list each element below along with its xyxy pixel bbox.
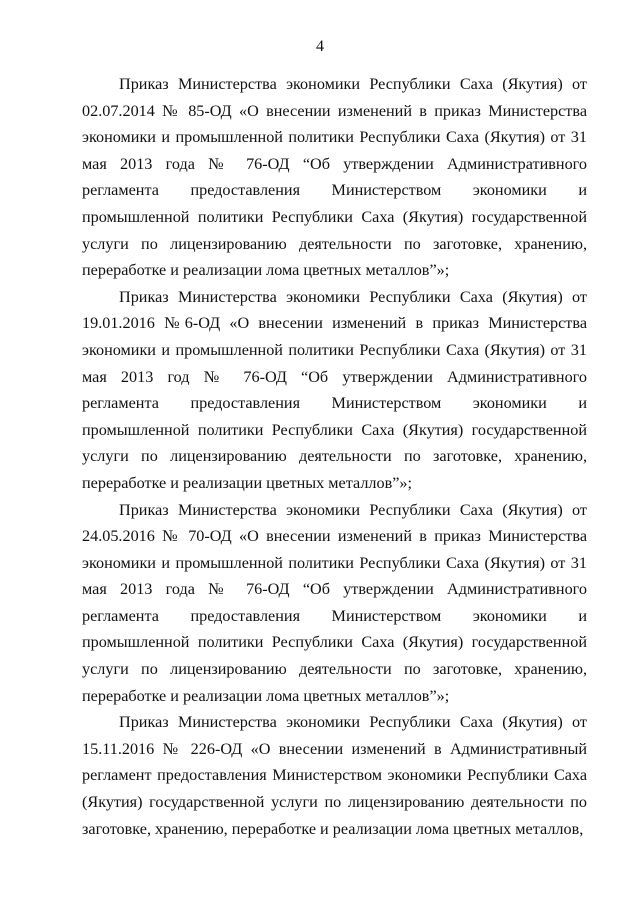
page-number: 4 [316, 38, 324, 55]
order-paragraph-3: Приказ Министерства экономики Республики Саха (Якутия) от 24.05.2016 № 70-ОД «О внесении изменений в приказ Министерства экономики и промышленной политики Республики Саха (Якутия) от 31 мая 2013 года № 76-ОД “Об утверждении Административного регламента предоставления Министерством экономики и промышленной политики Республики Саха (Якутия) государственной услуги по лицензированию деятельности по заготовке, хранению, переработке и реализации лома цветных металлов”»; [82, 500, 587, 705]
document-body [82, 71, 587, 842]
order-paragraph-2: Приказ Министерства экономики Республики Саха (Якутия) от 19.01.2016 №6-ОД «О внесении изменений в приказ Министерства экономики и промышленной политики Республики Саха (Якутия) от 31 мая 2013 год № 76-ОД “Об утверждении Административного регламента предоставления Министерством экономики и промышленной политики Республики Саха (Якутия) государственной услуги по лицензированию деятельности по заготовке, хранению, переработке и реализации цветных металлов”»; [82, 287, 587, 492]
order-paragraph-1: Приказ Министерства экономики Республики Саха (Якутия) от 02.07.2014 № 85-ОД «О внесении изменений в приказ Министерства экономики и промышленной политики Республики Саха (Якутия) от 31 мая 2013 года № 76-ОД “Об утверждении Административного регламента предоставления Министерством экономики и промышленной политики Республики Саха (Якутия) государственной услуги по лицензированию деятельности по заготовке, хранению, переработке и реализации лома цветных металлов”»; [82, 75, 587, 280]
order-paragraph-4: Приказ Министерства экономики Республики Саха (Якутия) от 15.11.2016 № 226-ОД «О внесении изменений в Административный регламент предоставления Министерством экономики Республики Саха (Якутия) государственной услуги по лицензированию деятельности по заготовке, хранению, переработке и реализации лома цветных металлов, [82, 713, 587, 838]
